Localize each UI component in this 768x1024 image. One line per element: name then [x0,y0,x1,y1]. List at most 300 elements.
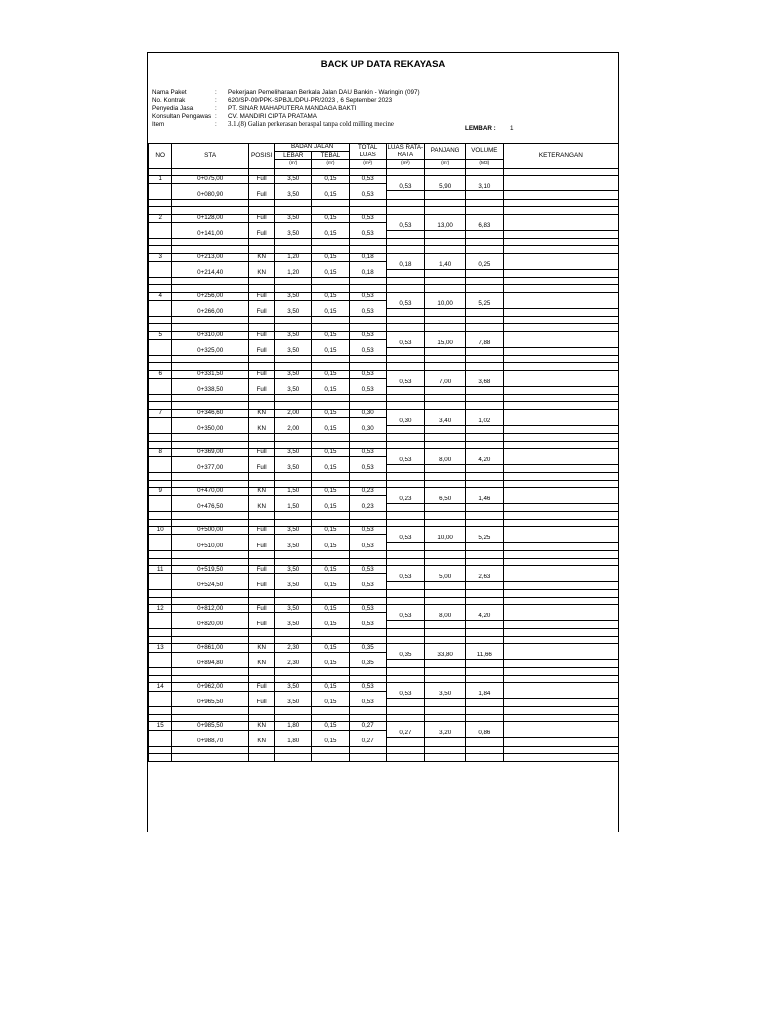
cell-tebal: 0,15 [312,527,350,535]
table-row-spacer [149,746,619,754]
table-row-spacer [149,441,619,449]
cell-empty [349,300,386,308]
cell-lebar: 3,50 [275,449,312,457]
cell-tebal: 0,15 [312,386,350,394]
table-cell-empty [349,277,386,285]
cell-empty [425,683,466,691]
table-cell-empty [349,402,386,410]
cell-empty [503,566,618,574]
table-cell-empty [149,597,172,605]
table-cell-empty [275,355,312,363]
cell-panjang: 3,40 [425,418,466,426]
cell-sta: 0+965,50 [172,699,248,707]
cell-keterangan [503,300,618,308]
cell-empty [248,261,275,269]
cell-empty [312,574,350,582]
cell-total-luas: 0,53 [349,582,386,590]
cell-lebar: 1,80 [275,722,312,730]
cell-empty [466,722,504,730]
cell-total-luas: 0,35 [349,660,386,668]
cell-empty [466,660,504,668]
cell-posisi: Full [248,683,275,691]
table-cell-empty [275,746,312,754]
cell-tebal: 0,15 [312,621,350,629]
cell-keterangan [503,691,618,699]
cell-sta: 0+820,00 [172,621,248,629]
cell-empty [425,660,466,668]
cell-empty [349,261,386,269]
cell-tebal: 0,15 [312,347,350,355]
table-cell-empty [386,675,425,683]
cell-empty [149,340,172,348]
table-cell-empty [149,519,172,527]
cell-posisi: Full [248,214,275,222]
table-cell-empty [466,636,504,644]
cell-empty [386,488,425,496]
cell-empty [248,574,275,582]
table-cell-empty [172,355,248,363]
table-row [149,308,619,316]
cell-empty [503,449,618,457]
cell-panjang: 3,20 [425,730,466,738]
header-luas-rata-1: LUAS RATA- [387,143,424,151]
table-cell-empty [312,199,350,207]
table-cell-empty [149,363,172,371]
cell-tebal: 0,15 [312,660,350,668]
table-cell-empty [349,441,386,449]
table-cell-empty [425,597,466,605]
cell-empty [425,175,466,183]
cell-empty [275,535,312,543]
table-cell-empty [349,473,386,481]
cell-empty [149,222,172,230]
table-cell-empty [425,277,466,285]
cell-empty [466,269,504,277]
data-table [148,143,619,762]
table-cell-empty [349,636,386,644]
table-cell-empty [312,402,350,410]
table-cell-empty [172,714,248,722]
cell-posisi: Full [248,191,275,199]
cell-no: 8 [149,449,172,457]
unit-volume: (M3) [466,160,504,168]
cell-empty [386,191,425,199]
cell-empty [425,722,466,730]
table-row-spacer [149,199,619,207]
cell-empty [466,386,504,394]
cell-posisi: Full [248,175,275,183]
cell-empty [503,644,618,652]
table-row [149,605,619,613]
table-cell-empty [425,629,466,637]
table-cell-empty [386,168,425,175]
cell-no: 4 [149,292,172,300]
cell-empty [349,535,386,543]
cell-lebar: 3,50 [275,191,312,199]
cell-empty [275,574,312,582]
info-value: CV. MANDIRI CIPTA PRATAMA [228,113,317,120]
cell-luas-rata: 0,53 [386,691,425,699]
cell-posisi: Full [248,605,275,613]
table-cell-empty [349,324,386,332]
cell-empty [503,605,618,613]
table-cell-empty [312,168,350,175]
table-row [149,300,619,308]
cell-keterangan [503,457,618,465]
cell-volume: 5,25 [466,300,504,308]
cell-empty [503,292,618,300]
cell-empty [425,605,466,613]
unit-panjang: (m') [425,160,466,168]
table-row-spacer [149,355,619,363]
table-cell-empty [275,238,312,246]
table-cell-empty [312,668,350,676]
cell-tebal: 0,15 [312,331,350,339]
table-cell-empty [425,714,466,722]
cell-empty [386,527,425,535]
table-cell-empty [149,168,172,175]
cell-total-luas: 0,53 [349,214,386,222]
cell-empty [425,308,466,316]
info-line [152,121,612,129]
cell-lebar: 2,30 [275,660,312,668]
cell-luas-rata: 0,53 [386,300,425,308]
cell-keterangan [503,222,618,230]
table-cell-empty [275,707,312,715]
cell-empty [172,340,248,348]
table-cell-empty [425,754,466,762]
table-cell-empty [248,246,275,254]
cell-empty [349,574,386,582]
cell-empty [349,222,386,230]
cell-panjang: 8,00 [425,613,466,621]
table-row-spacer [149,394,619,402]
cell-lebar: 1,80 [275,738,312,746]
table-cell-empty [248,355,275,363]
table-cell-empty [349,746,386,754]
cell-posisi: KN [248,722,275,730]
table-cell-empty [503,558,618,566]
table-cell-empty [275,629,312,637]
cell-sta: 0+325,00 [172,347,248,355]
cell-sta: 0+350,00 [172,425,248,433]
info-colon: : [215,121,217,128]
cell-empty [349,652,386,660]
table-cell-empty [503,636,618,644]
cell-empty [466,425,504,433]
info-label: Item [152,121,165,128]
table-cell-empty [349,363,386,371]
cell-empty [149,621,172,629]
cell-total-luas: 0,18 [349,269,386,277]
table-cell-empty [386,473,425,481]
cell-empty [503,425,618,433]
table-cell-empty [275,441,312,449]
table-cell-empty [386,512,425,520]
cell-empty [386,175,425,183]
info-value: 620/SP-09/PPK-SPBJL/DPU-PR/2023 , 6 September 2023 [228,97,393,104]
cell-total-luas: 0,53 [349,621,386,629]
table-cell-empty [248,473,275,481]
cell-empty [503,722,618,730]
table-cell-empty [172,590,248,598]
table-cell-empty [425,207,466,215]
table-cell-empty [386,246,425,254]
cell-empty [503,175,618,183]
table-cell-empty [312,707,350,715]
cell-empty [275,652,312,660]
cell-empty [386,449,425,457]
table-cell-empty [503,675,618,683]
table-row-spacer [149,434,619,442]
cell-tebal: 0,15 [312,566,350,574]
table-cell-empty [149,402,172,410]
table-cell-empty [312,590,350,598]
header-sta: STA [172,144,248,169]
cell-tebal: 0,15 [312,644,350,652]
table-cell-empty [149,316,172,324]
cell-empty [386,464,425,472]
cell-empty [149,496,172,504]
cell-no: 14 [149,683,172,691]
table-cell-empty [312,558,350,566]
cell-total-luas: 0,27 [349,722,386,730]
cell-no: 1 [149,175,172,183]
cell-luas-rata: 0,30 [386,418,425,426]
table-cell-empty [149,324,172,332]
cell-total-luas: 0,30 [349,409,386,417]
cell-posisi: Full [248,699,275,707]
cell-panjang: 15,00 [425,340,466,348]
cell-total-luas: 0,53 [349,605,386,613]
table-cell-empty [466,324,504,332]
cell-keterangan [503,574,618,582]
table-row [149,253,619,261]
cell-posisi: Full [248,308,275,316]
table-cell-empty [312,519,350,527]
cell-no: 13 [149,644,172,652]
table-cell-empty [466,754,504,762]
table-cell-empty [275,597,312,605]
table-row [149,183,619,191]
table-cell-empty [172,402,248,410]
unit-tebal: (m') [312,160,350,168]
table-cell-empty [149,277,172,285]
table-cell-empty [386,590,425,598]
table-cell-empty [466,480,504,488]
cell-empty [466,699,504,707]
table-cell-empty [503,355,618,363]
table-cell-empty [386,746,425,754]
table-cell-empty [386,714,425,722]
cell-no: 6 [149,370,172,378]
cell-no: 9 [149,488,172,496]
table-cell-empty [275,512,312,520]
cell-luas-rata: 0,53 [386,613,425,621]
cell-empty [425,527,466,535]
cell-empty [349,496,386,504]
cell-sta: 0+331,50 [172,370,248,378]
cell-volume: 11,66 [466,652,504,660]
table-cell-empty [503,668,618,676]
table-row [149,370,619,378]
cell-total-luas: 0,18 [349,253,386,261]
table-cell-empty [275,558,312,566]
cell-empty [425,253,466,261]
cell-posisi: Full [248,230,275,238]
table-cell-empty [248,636,275,644]
table-cell-empty [503,402,618,410]
table-row-spacer [149,168,619,175]
cell-sta: 0+266,00 [172,308,248,316]
cell-panjang: 33,80 [425,652,466,660]
table-cell-empty [275,434,312,442]
table-cell-empty [149,512,172,520]
cell-total-luas: 0,30 [349,425,386,433]
table-cell-empty [386,324,425,332]
table-cell-empty [312,277,350,285]
cell-empty [425,621,466,629]
table-cell-empty [312,480,350,488]
cell-empty [172,222,248,230]
cell-keterangan [503,379,618,387]
cell-empty [312,535,350,543]
table-cell-empty [248,168,275,175]
cell-empty [312,379,350,387]
table-cell-empty [349,675,386,683]
table-cell-empty [503,277,618,285]
table-row [149,425,619,433]
cell-tebal: 0,15 [312,175,350,183]
cell-keterangan [503,340,618,348]
cell-lebar: 3,50 [275,683,312,691]
table-cell-empty [312,714,350,722]
table-cell-empty [425,636,466,644]
table-cell-empty [386,402,425,410]
cell-total-luas: 0,53 [349,331,386,339]
cell-total-luas: 0,53 [349,191,386,199]
table-cell-empty [172,707,248,715]
table-cell-empty [312,629,350,637]
cell-empty [466,191,504,199]
cell-sta: 0+894,80 [172,660,248,668]
cell-empty [149,386,172,394]
cell-luas-rata: 0,53 [386,379,425,387]
info-label: Penyedia Jasa [152,105,194,112]
table-cell-empty [248,480,275,488]
table-row [149,683,619,691]
table-cell-empty [503,316,618,324]
table-cell-empty [172,277,248,285]
table-cell-empty [172,363,248,371]
table-cell-empty [149,473,172,481]
cell-empty [149,582,172,590]
cell-luas-rata: 0,23 [386,496,425,504]
cell-lebar: 1,50 [275,503,312,511]
cell-sta: 0+470,00 [172,488,248,496]
table-cell-empty [386,551,425,559]
cell-empty [149,379,172,387]
cell-empty [425,347,466,355]
table-cell-empty [248,597,275,605]
cell-empty [386,230,425,238]
table-cell-empty [275,316,312,324]
table-cell-empty [466,246,504,254]
cell-empty [172,535,248,543]
cell-sta: 0+310,00 [172,331,248,339]
table-row-spacer [149,636,619,644]
table-cell-empty [275,277,312,285]
cell-tebal: 0,15 [312,425,350,433]
cell-empty [312,730,350,738]
cell-lebar: 3,50 [275,699,312,707]
cell-empty [503,621,618,629]
table-cell-empty [386,394,425,402]
table-cell-empty [466,597,504,605]
cell-empty [466,409,504,417]
cell-posisi: Full [248,527,275,535]
header-tebal: TEBAL [312,152,350,160]
cell-empty [149,660,172,668]
cell-empty [149,535,172,543]
table-cell-empty [172,285,248,293]
cell-posisi: Full [248,370,275,378]
cell-empty [425,269,466,277]
cell-sta: 0+213,00 [172,253,248,261]
cell-keterangan [503,496,618,504]
cell-empty [466,214,504,222]
cell-volume: 4,20 [466,457,504,465]
info-value: 3.1.(8) Galian perkerasan beraspal tanpa cold milling mecine [228,121,394,128]
cell-empty [386,370,425,378]
unit-lebar: (m') [275,160,312,168]
cell-empty [149,308,172,316]
table-cell-empty [503,285,618,293]
cell-empty [248,496,275,504]
cell-volume: 4,20 [466,613,504,621]
cell-empty [349,418,386,426]
table-cell-empty [425,434,466,442]
cell-panjang: 1,40 [425,261,466,269]
table-row-spacer [149,558,619,566]
table-cell-empty [425,355,466,363]
cell-luas-rata: 0,35 [386,652,425,660]
cell-no: 3 [149,253,172,261]
cell-total-luas: 0,53 [349,292,386,300]
cell-empty [386,566,425,574]
cell-empty [312,261,350,269]
cell-empty [386,621,425,629]
table-cell-empty [172,746,248,754]
cell-empty [466,621,504,629]
cell-volume: 1,84 [466,691,504,699]
table-cell-empty [149,675,172,683]
cell-empty [466,605,504,613]
cell-luas-rata: 0,53 [386,457,425,465]
cell-empty [248,730,275,738]
table-row-spacer [149,473,619,481]
table-cell-empty [248,629,275,637]
table-cell-empty [149,441,172,449]
table-cell-empty [386,597,425,605]
cell-volume: 0,25 [466,261,504,269]
table-cell-empty [149,668,172,676]
table-cell-empty [503,199,618,207]
cell-empty [172,496,248,504]
table-row-spacer [149,714,619,722]
table-cell-empty [275,285,312,293]
table-cell-empty [503,246,618,254]
